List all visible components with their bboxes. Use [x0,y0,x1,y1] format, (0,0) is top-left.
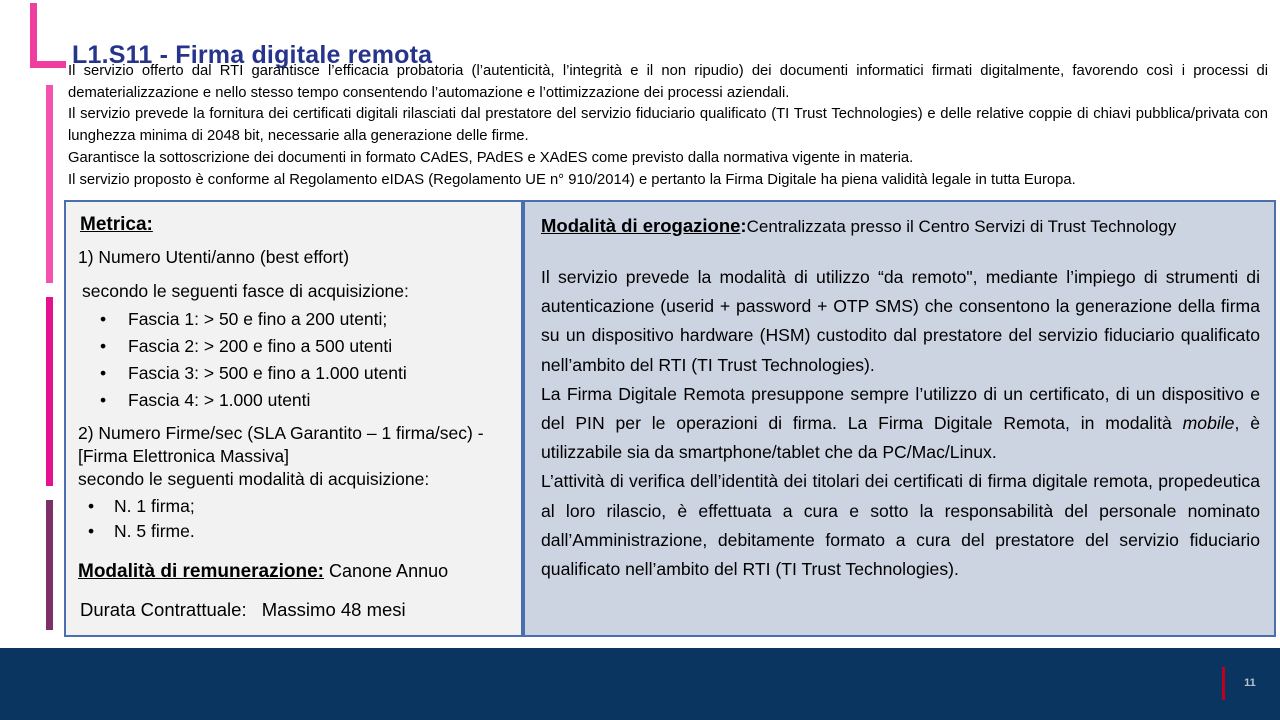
delivery-paragraph-segment: La Firma Digitale Remota presuppone sempre l’utilizzo di un certificato, di un dispositivo e del PIN per le operazioni di firma. La Firma Digitale Remota, in modalità [541,383,1260,434]
metric-item-2-subtitle: secondo le seguenti modalità di acquisizione: [78,469,430,489]
remuneration-label: Modalità di remunerazione: [78,561,324,582]
remuneration-value: Canone Annuo [329,561,449,581]
delivery-paragraph-segment: , è utilizzabile sia da smartphone/tablet che da PC/Mac/Linux. [541,413,1260,463]
footer-red-divider [1222,667,1225,700]
delivery-paragraph [541,380,1260,468]
list-item: • Fascia 1: > 50 e fino a 200 utenti; [78,306,509,333]
title-bracket-vertical-accent [30,3,37,68]
contract-duration-label: Durata Contrattuale: [80,599,247,620]
metric-item-1: 1) Numero Utenti/anno (best effort) [78,247,350,267]
footer-bar [0,648,1280,720]
delivery-mode-panel [523,200,1276,637]
title-bracket-horizontal-accent [30,61,66,68]
slide-title: L1.S11 - Firma digitale remota [72,40,433,69]
left-accent-bar-purple [46,500,53,630]
delivery-heading-value: Centralizzata presso il Centro Servizi di Trust Technology [746,217,1177,236]
fasce-list [78,306,509,414]
contract-duration-line [80,599,509,621]
delivery-paragraph-italic-word: mobile [1182,413,1235,434]
list-item: • N. 1 firma; [78,494,509,519]
delivery-paragraph: L’attività di verifica dell’identità dei titolari dei certificati di firma digitale remota, propedeutica al loro rilascio, è effettuata a cura e sotto la responsabilità del personale nominato dall’Amministrazione, debitamente formato a cura del prestatore del servizio fiduciario qualificato nell’ambito del RTI (TI Trust Technologies). [541,471,1260,580]
metric-heading: Metrica: [80,214,153,235]
left-accent-bar-pink [46,85,53,283]
list-item: • N. 5 firme. [78,519,509,544]
metric-item-1-subtitle: secondo le seguenti fasce di acquisizione: [82,281,409,301]
firme-list [78,494,509,544]
delivery-body-text [541,263,1260,584]
list-item: • Fascia 3: > 500 e fino a 1.000 utenti [78,360,509,387]
page-number: 11 [1244,677,1256,689]
left-accent-bar-magenta [46,297,53,486]
intro-paragraph: Il servizio proposto è conforme al Regolamento eIDAS (Regolamento UE n° 910/2014) e pertanto la Firma Digitale ha piena validità legale in tutta Europa. [68,171,1076,188]
list-item: • Fascia 4: > 1.000 utenti [78,387,509,414]
list-item: • Fascia 2: > 200 e fino a 500 utenti [78,333,509,360]
contract-duration-value: Massimo 48 mesi [261,599,406,620]
intro-paragraph: Il servizio prevede la fornitura dei certificati digitali rilasciati dal prestatore del servizio fiduciario qualificato (TI Trust Technologies) e delle relative coppie di chiavi pubblica/privata con lunghezza minima di 2048 bit, necessarie alla generazione delle firme. [68,106,1268,145]
delivery-heading-label: Modalità di erogazione [541,215,741,236]
intro-paragraph: Garantisce la sottoscrizione dei documenti in formato CAdES, PAdES e XAdES come previsto dalla normativa vigente in materia. [68,149,914,166]
delivery-heading-colon: : [740,215,747,236]
intro-text-block [68,61,1268,191]
metric-panel [64,200,523,637]
delivery-heading-line [541,214,1260,239]
delivery-paragraph: Il servizio prevede la modalità di utilizzo “da remoto", mediante l’impiego di strumenti di autenticazione (userid + password + OTP SMS) che consentono la generazione della firma su un dispositivo hardware (HSM) custodito dal prestatore del servizio fiduciario qualificato nell’ambito del RTI (TI Trust Technologies). [541,267,1260,375]
remuneration-line [78,558,509,585]
metric-item-2: 2) Numero Firme/sec (SLA Garantito – 1 firma/sec) - [Firma Elettronica Massiva] [78,423,484,466]
intro-paragraph: Il servizio offerto dal RTI garantisce l’efficacia probatoria (l’autenticità, l’integrità e il non ripudio) dei documenti informatici firmati digitalmente, favorendo così i processi di dematerializzazione e nello stesso tempo consentendo l’automazione e l’ottimizzazione dei processi aziendali. [68,63,1268,101]
